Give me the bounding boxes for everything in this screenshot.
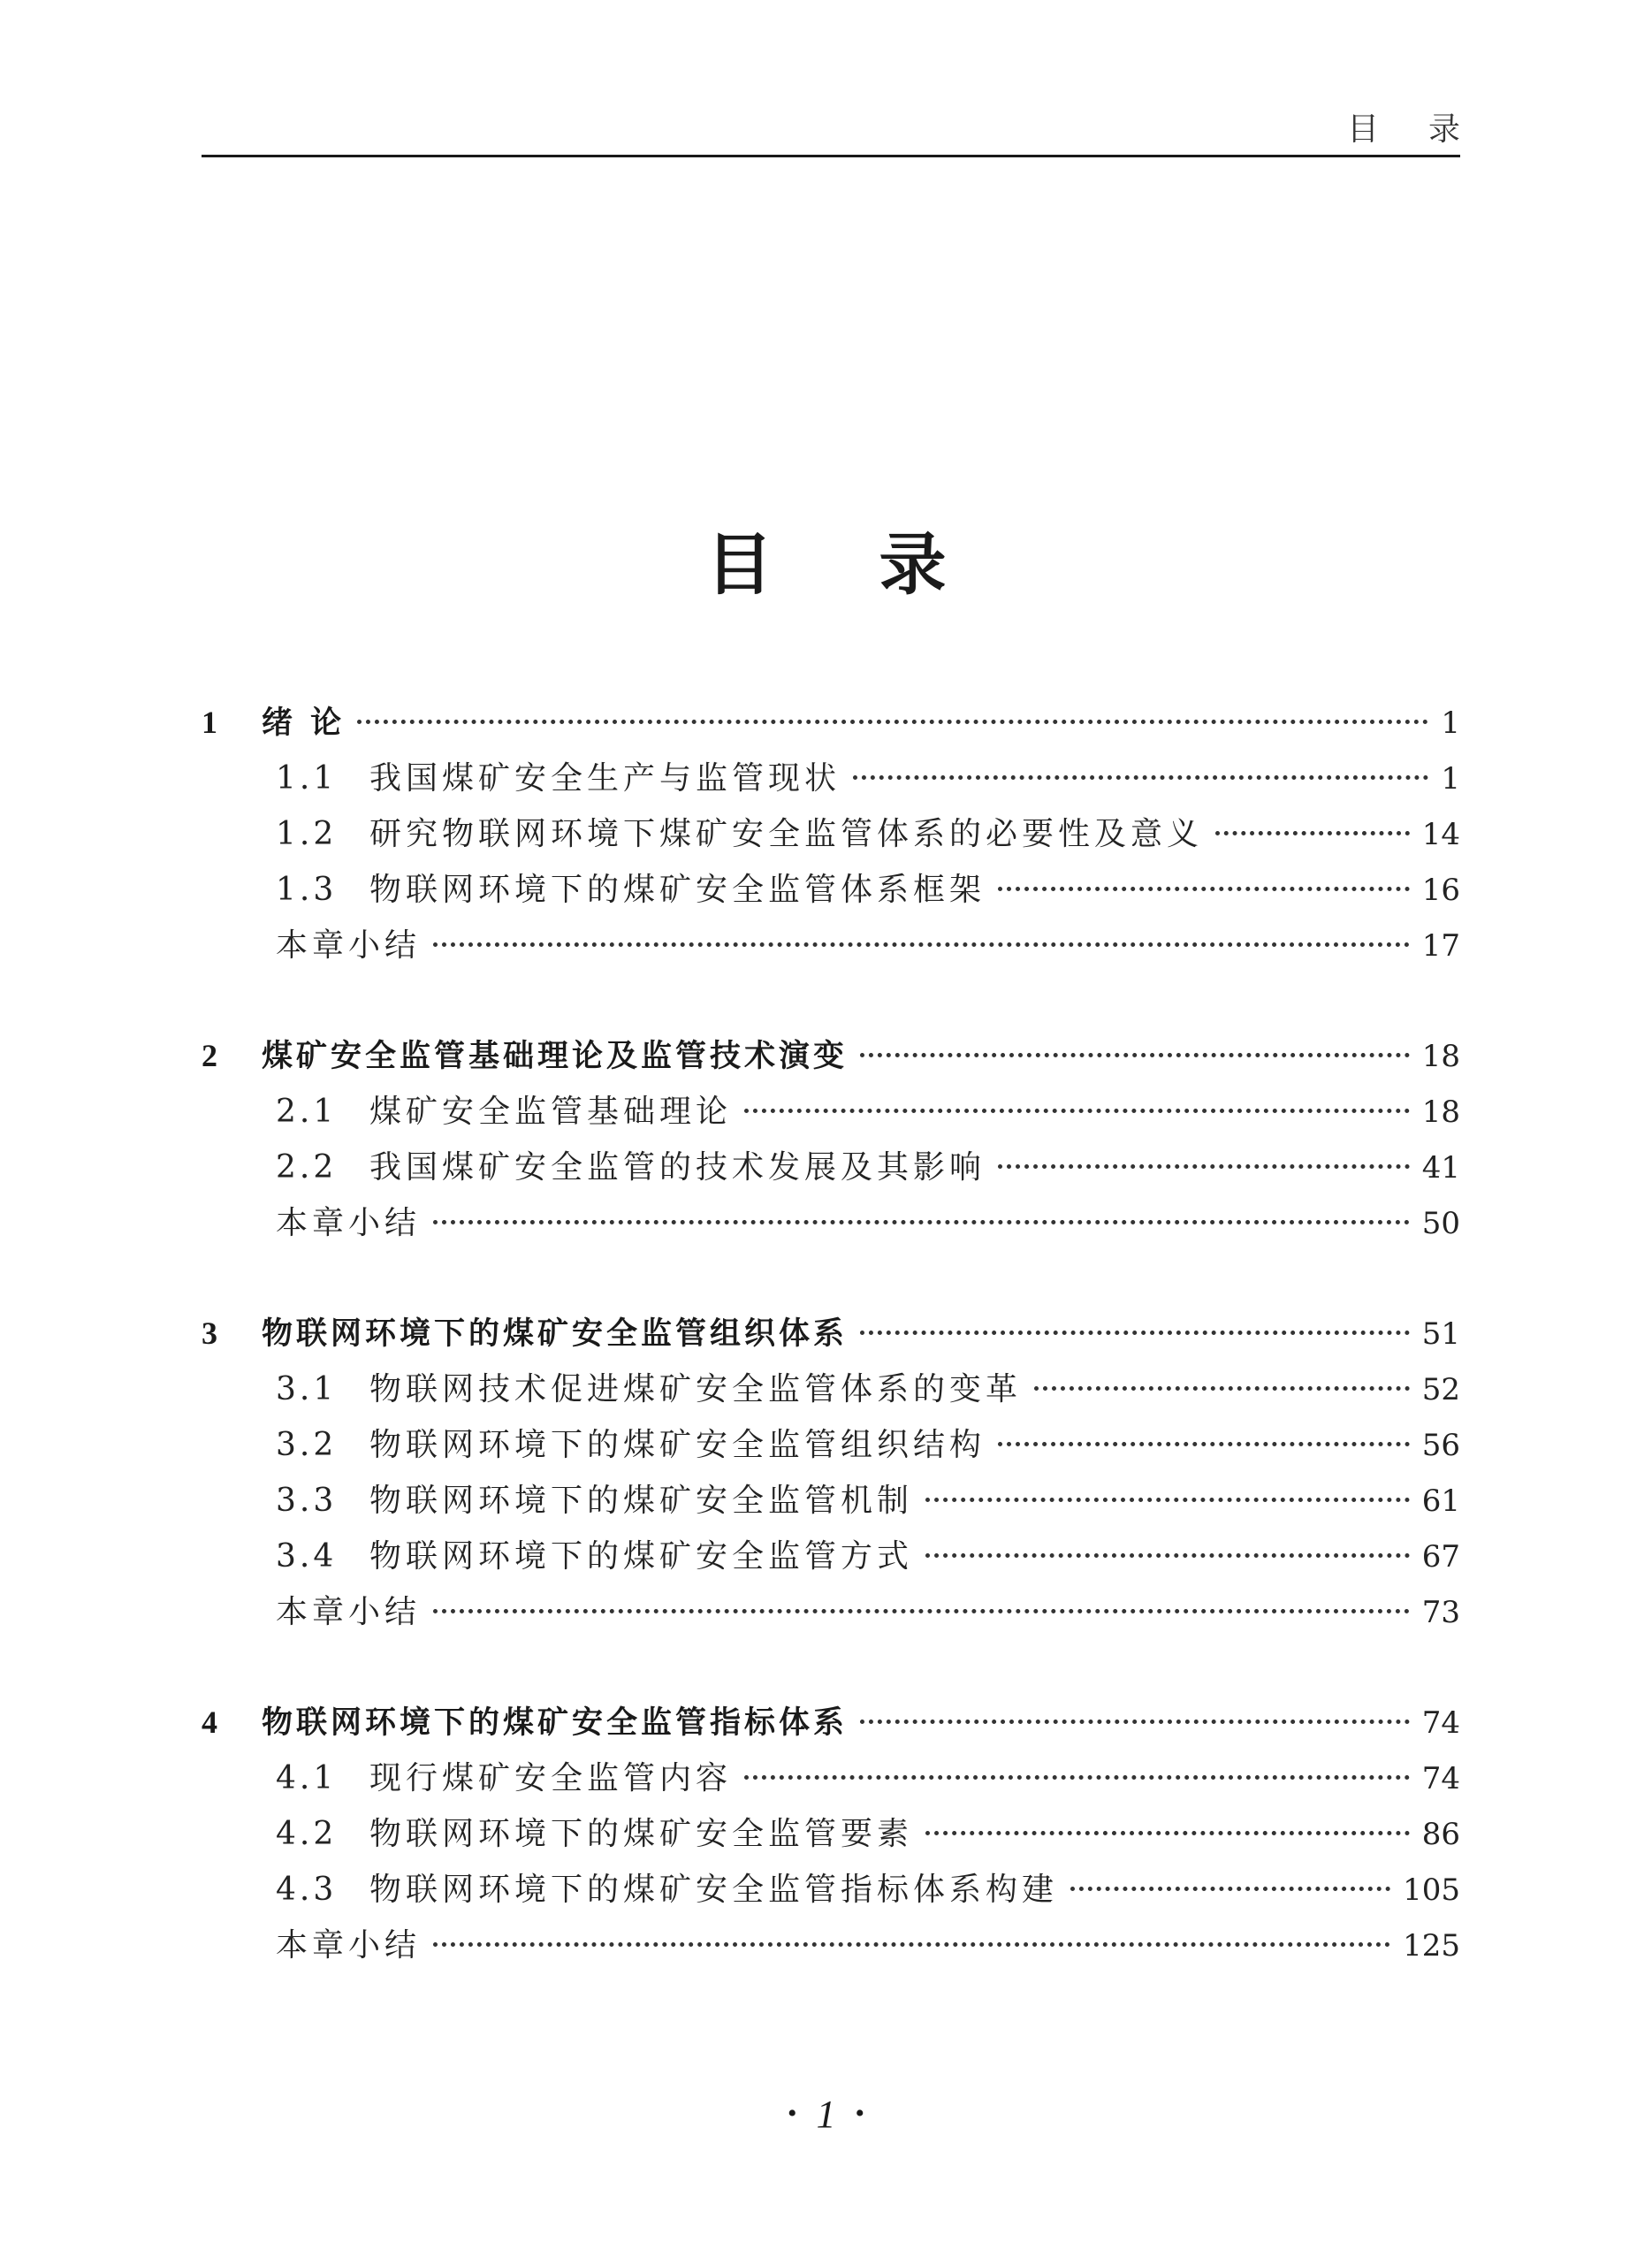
toc-chapter-title: 绪 论 [262, 705, 346, 741]
toc-section-number: 4.2 [276, 1816, 338, 1852]
toc-chapter-title: 物联网环境下的煤矿安全监管指标体系 [262, 1705, 849, 1741]
toc-entry-summary[interactable] [202, 1195, 1460, 1251]
toc-dot-leader [998, 887, 1410, 891]
toc-section-number: 2.2 [276, 1149, 338, 1186]
toc-page-number: 67 [1421, 1539, 1460, 1575]
toc-section-number: 3.1 [276, 1371, 338, 1407]
toc-dot-leader [357, 720, 1428, 724]
toc-entry-section[interactable] [202, 862, 1460, 918]
toc-section-number: 4.3 [276, 1872, 338, 1908]
toc-page-number: 52 [1421, 1372, 1460, 1407]
folio-dot-left: • [787, 2099, 797, 2128]
toc-entry-summary[interactable] [202, 1918, 1460, 1973]
toc-section-title: 本章小结 [276, 1927, 422, 1964]
toc-chapter-1 [202, 695, 1460, 973]
toc-entry-section[interactable] [202, 1417, 1460, 1473]
toc-section-title: 物联网环境下的煤矿安全监管指标体系构建 [369, 1872, 1059, 1908]
folio-dot-right: • [855, 2099, 865, 2128]
toc-section-title: 本章小结 [276, 1594, 422, 1630]
toc-page-number: 61 [1421, 1483, 1460, 1519]
toc-page-number: 56 [1421, 1428, 1460, 1463]
toc-section-title: 我国煤矿安全生产与监管现状 [369, 760, 841, 797]
toc-page-number: 41 [1421, 1150, 1460, 1186]
toc-chapter-4 [202, 1695, 1460, 1973]
toc-chapter-title: 物联网环境下的煤矿安全监管组织体系 [262, 1316, 849, 1352]
toc-section-title: 我国煤矿安全监管的技术发展及其影响 [369, 1149, 986, 1186]
toc-page-number: 18 [1421, 1094, 1460, 1130]
toc-page-number: 86 [1421, 1817, 1460, 1852]
running-head [202, 99, 1510, 157]
toc-entry-chapter[interactable] [202, 1695, 1460, 1750]
toc-entry-section[interactable] [202, 1806, 1460, 1862]
toc-entry-section[interactable] [202, 751, 1460, 806]
toc-chapter-number: 1 [202, 705, 217, 740]
toc-entry-chapter[interactable] [202, 1306, 1460, 1361]
table-of-contents [202, 695, 1460, 2028]
toc-page-number: 16 [1421, 873, 1460, 908]
toc-entry-summary[interactable] [202, 1584, 1460, 1640]
toc-dot-leader [1034, 1386, 1410, 1391]
toc-section-number: 4.1 [276, 1760, 338, 1796]
toc-page-number: 73 [1421, 1595, 1460, 1630]
toc-section-title: 现行煤矿安全监管内容 [369, 1760, 733, 1796]
toc-dot-leader [925, 1553, 1410, 1558]
toc-dot-leader [744, 1775, 1410, 1780]
toc-page-number: 105 [1403, 1872, 1460, 1908]
toc-section-number: 3.3 [276, 1483, 338, 1519]
toc-section-title: 物联网环境下的煤矿安全监管要素 [369, 1816, 914, 1852]
toc-section-number: 1.2 [276, 816, 338, 852]
toc-section-number: 3.4 [276, 1538, 338, 1575]
toc-section-title: 物联网环境下的煤矿安全监管机制 [369, 1483, 914, 1519]
toc-entry-section[interactable] [202, 1529, 1460, 1584]
running-head-text: 目录 [1346, 111, 1510, 148]
toc-entry-chapter[interactable] [202, 1028, 1460, 1084]
toc-section-title: 煤矿安全监管基础理论 [369, 1094, 733, 1130]
toc-dot-leader [744, 1109, 1410, 1113]
page-title: 目录 [705, 525, 1053, 604]
toc-chapter-title: 煤矿安全监管基础理论及监管技术演变 [262, 1039, 849, 1074]
toc-page-number: 1 [1441, 761, 1460, 797]
toc-page-number: 18 [1421, 1039, 1460, 1074]
toc-chapter-number: 4 [202, 1704, 217, 1740]
toc-section-title: 本章小结 [276, 1205, 422, 1241]
toc-dot-leader [433, 1942, 1390, 1947]
toc-dot-leader [433, 942, 1410, 947]
toc-dot-leader [853, 775, 1428, 780]
folio-number: 1 [816, 2093, 836, 2136]
toc-page-number: 50 [1421, 1206, 1460, 1241]
toc-section-title: 物联网环境下的煤矿安全监管体系框架 [369, 872, 986, 908]
toc-page-number: 125 [1403, 1928, 1460, 1964]
toc-section-title: 研究物联网环境下煤矿安全监管体系的必要性及意义 [369, 816, 1204, 852]
toc-page-number: 1 [1441, 705, 1460, 741]
toc-entry-section[interactable] [202, 806, 1460, 862]
toc-section-title: 物联网环境下的煤矿安全监管组织结构 [369, 1427, 986, 1463]
toc-page-number: 14 [1421, 817, 1460, 852]
toc-chapter-number: 3 [202, 1316, 217, 1351]
toc-dot-leader [860, 1720, 1410, 1724]
toc-dot-leader [925, 1831, 1410, 1835]
toc-dot-leader [860, 1053, 1410, 1057]
toc-dot-leader [1215, 831, 1410, 835]
toc-page-number: 74 [1421, 1761, 1460, 1796]
toc-page-number: 17 [1421, 928, 1460, 964]
toc-entry-section[interactable] [202, 1140, 1460, 1195]
toc-chapter-3 [202, 1306, 1460, 1640]
toc-section-number: 2.1 [276, 1094, 338, 1130]
toc-dot-leader [1070, 1887, 1390, 1891]
toc-entry-chapter[interactable] [202, 695, 1460, 751]
toc-section-number: 3.2 [276, 1427, 338, 1463]
toc-dot-leader [433, 1609, 1410, 1613]
toc-section-number: 1.3 [276, 872, 338, 908]
toc-chapter-2 [202, 1028, 1460, 1251]
toc-entry-section[interactable] [202, 1084, 1460, 1140]
toc-entry-section[interactable] [202, 1750, 1460, 1806]
toc-dot-leader [433, 1220, 1410, 1224]
toc-dot-leader [860, 1331, 1410, 1335]
page-number [0, 2092, 1652, 2137]
toc-entry-section[interactable] [202, 1361, 1460, 1417]
toc-dot-leader [925, 1498, 1410, 1502]
toc-entry-summary[interactable] [202, 918, 1460, 973]
toc-dot-leader [998, 1164, 1410, 1169]
toc-page-number: 74 [1421, 1705, 1460, 1741]
toc-section-number: 1.1 [276, 760, 338, 797]
toc-section-title: 物联网技术促进煤矿安全监管体系的变革 [369, 1371, 1023, 1407]
toc-dot-leader [998, 1442, 1410, 1446]
toc-section-title: 物联网环境下的煤矿安全监管方式 [369, 1538, 914, 1575]
toc-chapter-number: 2 [202, 1038, 217, 1073]
toc-page-number: 51 [1421, 1316, 1460, 1352]
toc-entry-section[interactable] [202, 1473, 1460, 1529]
toc-entry-section[interactable] [202, 1862, 1460, 1918]
toc-section-title: 本章小结 [276, 927, 422, 964]
